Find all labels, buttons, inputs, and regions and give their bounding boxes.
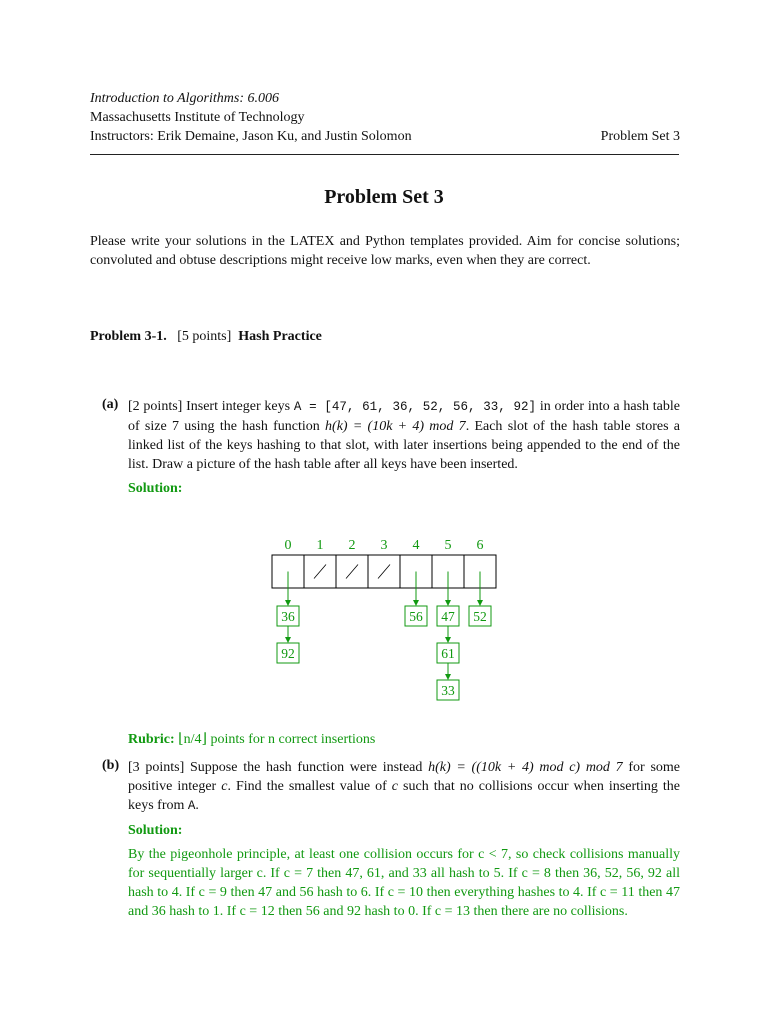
chain-key-52: 52 [473, 609, 487, 624]
header-rule [90, 154, 679, 155]
course-name: Introduction to Algorithms: 6.006 [90, 91, 279, 106]
problem-name: Hash Practice [238, 329, 322, 344]
institution: Massachusetts Institute of Technology [90, 110, 305, 125]
slot-index-6: 6 [476, 538, 484, 553]
part-a-text-2: in order into a hash table of size 7 using the hash function [128, 399, 680, 434]
empty-slot-slash-2 [346, 565, 358, 579]
chain-key-47: 47 [441, 609, 455, 624]
part-b-text-2: for some positive integer [128, 760, 680, 794]
part-a-text [128, 397, 680, 474]
part-a [90, 397, 680, 498]
problem-heading [90, 329, 322, 345]
var-c-1: c [221, 779, 228, 794]
set-a: A [187, 799, 196, 813]
part-b-solution-text: By the pigeonhole principle, at least one collision occurs for c < 7, so check collisions manually for sequentially larger c. If c = 7 then 47, 61, and 33 all hash to 5. If c = 8 then 36, 52, 56, 92 all hash to 4. If c = 9 then 47 and 56 hash to 6. If c = 10 then everything hashes to 4. If c = 11 then 47 and 36 hash to 1. If c = 12 then 56 and 92 hash to 0. If c = 13 then there are no collisions. [128, 847, 680, 919]
instructors-row [90, 127, 680, 146]
slot-index-4: 4 [412, 538, 420, 553]
document-header [90, 89, 680, 146]
pset-label: Problem Set 3 [600, 129, 680, 144]
slot-index-2: 2 [348, 538, 356, 553]
hash-function-b: h(k) = ((10k + 4) mod c) mod 7 [428, 760, 623, 775]
slot-index-0: 0 [284, 538, 292, 553]
part-b-text-1: Suppose the hash function were instead [190, 760, 423, 775]
keys-array: A = [47, 61, 36, 52, 56, 33, 92] [293, 400, 537, 414]
part-b-text-5: . [195, 798, 199, 813]
part-b-text [128, 758, 680, 816]
part-b-solution-label: Solution: [128, 823, 183, 838]
part-b-text-3: . Find the smallest value of [227, 779, 387, 794]
slot-index-3: 3 [380, 538, 388, 553]
chain-key-36: 36 [281, 609, 295, 624]
hash-function-a: h(k) = (10k + 4) mod 7 [325, 419, 466, 434]
part-b-text-4: such that no collisions occur when inserting the keys from [128, 779, 681, 813]
page-title: Problem Set 3 [324, 186, 444, 208]
problem-points: [5 points] [177, 329, 232, 344]
empty-slot-slash-1 [314, 565, 326, 579]
part-a-text-3: . Each slot of the hash table stores a linked list of the keys hashing to that slot, with later insertions being appended to the end of the list. Draw a picture of the hash table after all keys have been inserted. [128, 419, 681, 472]
part-b-label: (b) [102, 758, 120, 773]
rubric-label: Rubric: [128, 732, 175, 747]
part-a-text-1: Insert integer keys [186, 399, 291, 414]
problem-number: Problem 3-1. [90, 329, 167, 344]
instructors: Instructors: Erik Demaine, Jason Ku, and Justin Solomon [90, 129, 412, 144]
part-b-points: [3 points] [128, 760, 185, 775]
slot-index-5: 5 [444, 538, 452, 553]
chain-key-56: 56 [409, 609, 423, 624]
part-b [90, 758, 680, 921]
hash-table-diagram [0, 530, 768, 730]
chain-key-33: 33 [441, 683, 455, 698]
chain-key-92: 92 [281, 646, 295, 661]
intro-paragraph: Please write your solutions in the LATEX and Python templates provided. Aim for concise solutions; convoluted and obtuse descriptions might receive low marks, even when they are correct. [90, 234, 680, 268]
var-c-2: c [391, 779, 398, 794]
part-a-label: (a) [102, 397, 119, 412]
chain-key-61: 61 [441, 646, 455, 661]
empty-slot-slash-3 [378, 565, 390, 579]
part-a-solution-label: Solution: [128, 481, 183, 496]
part-a-points: [2 points] [128, 399, 183, 414]
slot-index-1: 1 [316, 538, 324, 553]
part-a-rubric [90, 730, 680, 749]
rubric-line [128, 730, 680, 749]
rubric-text: ⌊n/4⌋ points for n correct insertions [178, 732, 376, 747]
